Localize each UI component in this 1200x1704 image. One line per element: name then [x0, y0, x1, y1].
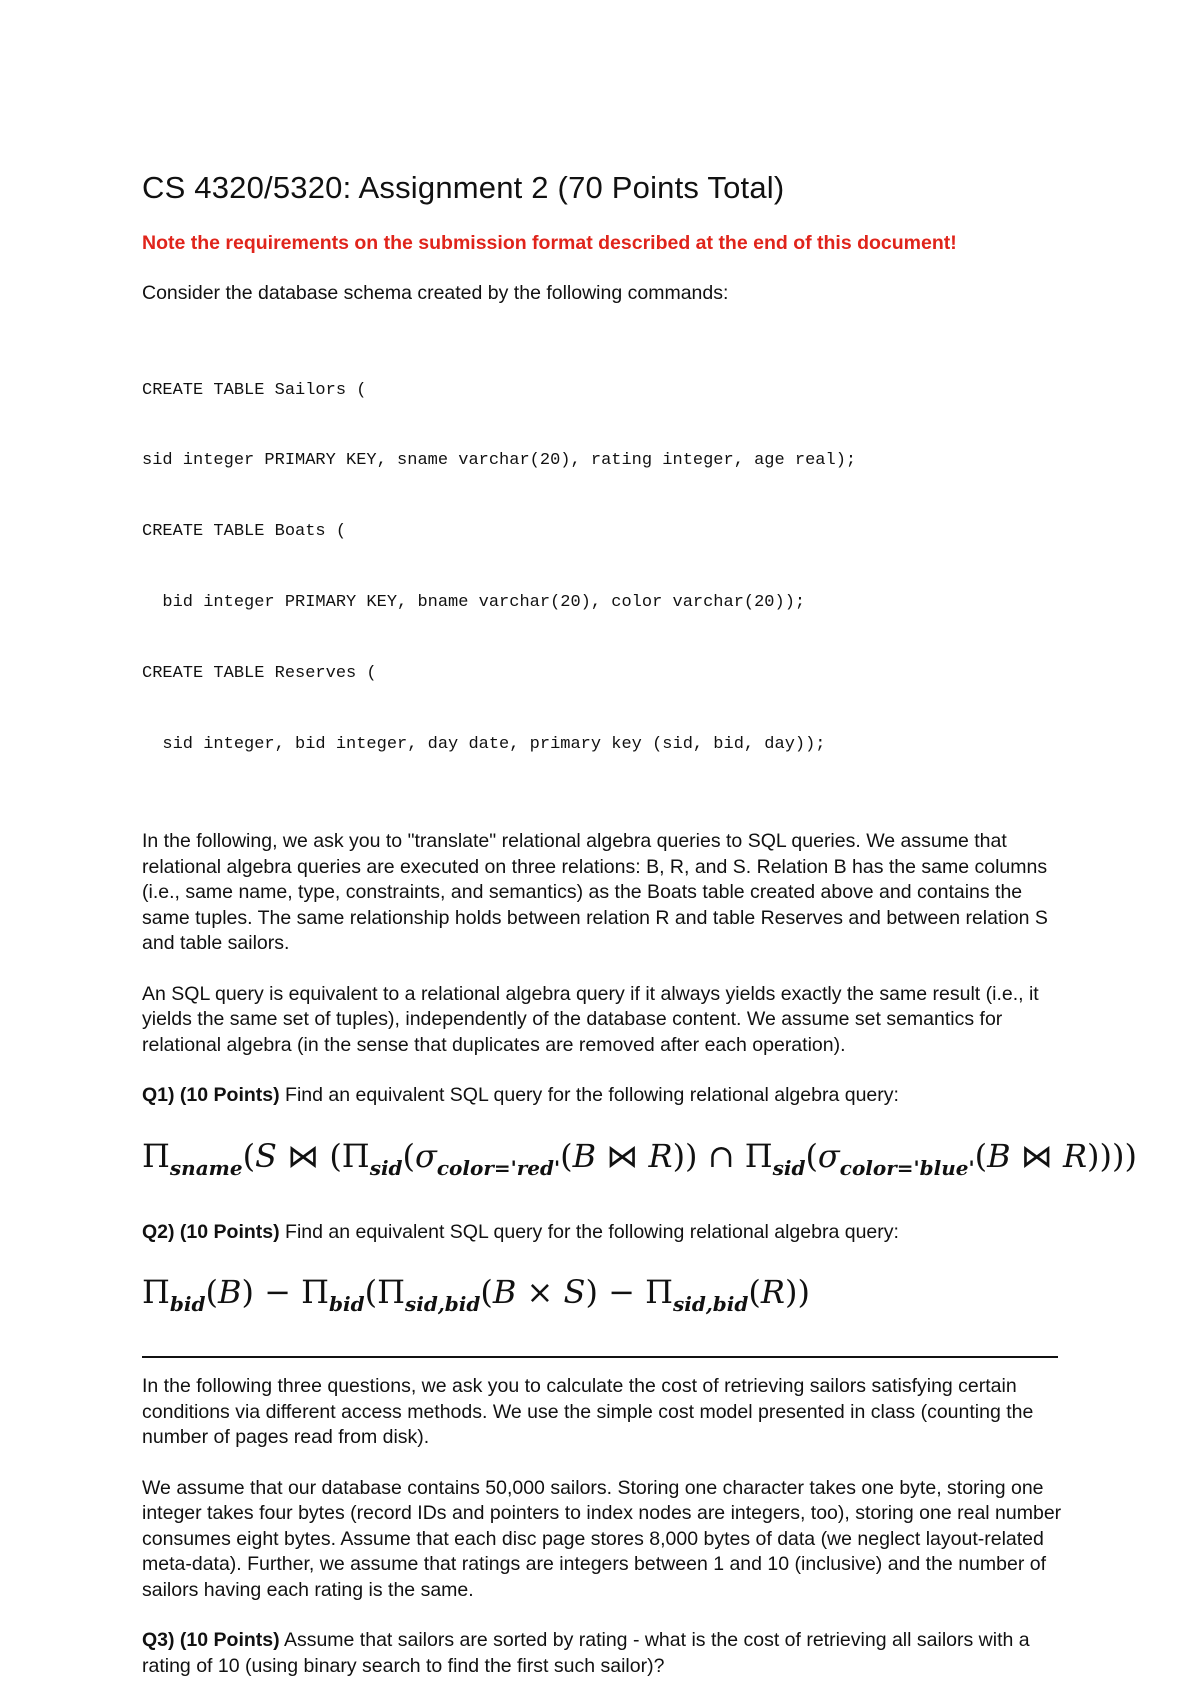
- question-2-text: Find an equivalent SQL query for the following relational algebra query:: [279, 1220, 899, 1243]
- page-title: CS 4320/5320: Assignment 2 (70 Points Total): [142, 170, 785, 205]
- question-1: [142, 1083, 1062, 1109]
- code-line: CREATE TABLE Reserves (: [142, 663, 377, 683]
- code-line: bid integer PRIMARY KEY, bname varchar(20), color varchar(20));: [142, 593, 806, 613]
- question-1-text: Find an equivalent SQL query for the following relational algebra query:: [279, 1084, 899, 1107]
- formula-subscript: sname: [169, 1155, 243, 1180]
- code-line: sid integer PRIMARY KEY, sname varchar(20), rating integer, age real);: [142, 451, 857, 471]
- cost-paragraph: In the following three questions, we ask you to calculate the cost of retrieving sailors satisfying certain conditions via different access methods. We use the simple cost model presented in class (counting the number of pages read from disk).: [142, 1375, 1034, 1449]
- question-3-text: Assume that sailors are sorted by rating - what is the cost of retrieving all sailors with a rating of 10 (using binary search to find the first such sailor)?: [142, 1629, 1030, 1677]
- code-line: CREATE TABLE Sailors (: [142, 380, 367, 400]
- schema-intro: Consider the database schema created by the following commands:: [142, 282, 729, 304]
- question-2: [142, 1220, 1062, 1246]
- question-1-label: Q1) (10 Points): [142, 1084, 280, 1107]
- formula-subscript: color='blue': [839, 1155, 975, 1180]
- formula-q1: $\Pi_{sname}(S$ ⋈ ($\Pi_{sid}(\sigma_{color='red'}(B$ ⋈ R)) ∩ $\Pi_{sid}(\sigma_{color='blue'}(B$ ⋈ R)))): [142, 1136, 1137, 1180]
- section-divider: [142, 1356, 1058, 1358]
- assumption-paragraph: We assume that our database contains 50,000 sailors. Storing one character takes one byte, storing one integer takes four bytes (record IDs and pointers to index nodes are integers, too), storing one real number consumes eight bytes. Assume that each disc page stores 8,000 bytes of data (we neglect layout-related meta-data). Further, we assume that ratings are integers between 1 and 10 (inclusive) and the number of sailors having each rating is the same.: [142, 1476, 1062, 1601]
- code-line: sid integer, bid integer, day date, primary key (sid, bid, day));: [142, 734, 826, 754]
- translate-paragraph: In the following, we ask you to "translate" relational algebra queries to SQL queries. We assume that relational algebra queries are executed on three relations: B, R, and S. Relation B has the same columns (i.e., same name, type, constraints, and semantics) as the Boats table created above and contains the same tuples. The same relationship holds between relation R and table Reserves and between relation S and table sailors.: [142, 830, 1048, 955]
- formula-subscript: bid: [329, 1292, 365, 1317]
- formula-q2: $\Pi_{bid}(B) - \Pi_{bid}(\Pi_{sid,bid}(B \times S) - \Pi_{sid,bid}(R))$: [142, 1273, 810, 1317]
- formula-subscript: sid,bid: [405, 1292, 481, 1317]
- formula-subscript: bid: [169, 1292, 206, 1317]
- schema-code-block: [142, 332, 1062, 804]
- submission-note: Note the requirements on the submission format described at the end of this document!: [142, 232, 957, 254]
- equivalence-paragraph: An SQL query is equivalent to a relational algebra query if it always yields exactly the same result (i.e., it yields the same set of tuples), independently of the database content. We assume set semantics for relational algebra (in the sense that duplicates are removed after each operation).: [142, 982, 1039, 1056]
- formula-subscript: sid: [369, 1155, 403, 1180]
- formula-subscript: sid,bid: [673, 1292, 749, 1317]
- formula-subscript: sid: [772, 1155, 806, 1180]
- code-line: CREATE TABLE Boats (: [142, 522, 347, 542]
- formula-subscript: color='red': [436, 1155, 561, 1180]
- document-body: [142, 168, 1137, 1704]
- question-3-label: Q3) (10 Points): [142, 1629, 280, 1652]
- question-2-label: Q2) (10 Points): [142, 1220, 280, 1243]
- question-3: [142, 1628, 1062, 1679]
